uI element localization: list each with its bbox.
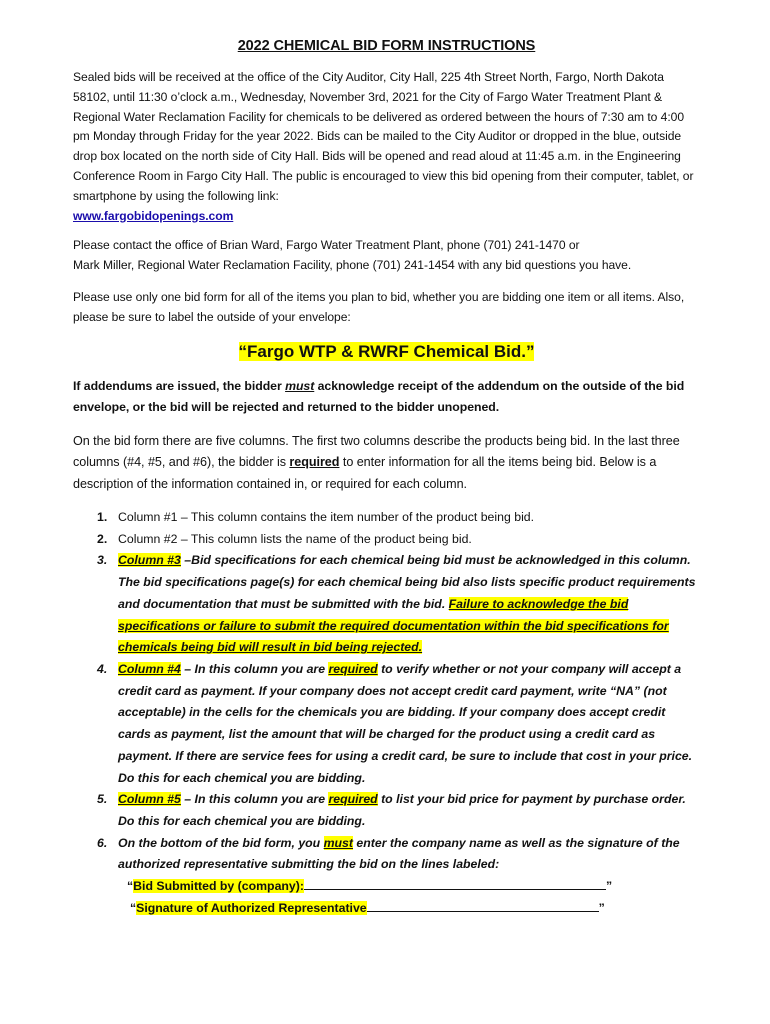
- list-text-1: Column #1 – This column contains the item number of the product being bid.: [118, 510, 535, 525]
- sig1-close-quote: ”: [605, 879, 613, 894]
- link-line: [73, 207, 700, 227]
- list-item-5: [73, 789, 700, 832]
- envelope-label-quote-close: .”: [521, 341, 535, 361]
- list-text-6-post: enter the company name as well as the signature of the authorized representative submitting the bid on the lines labeled:: [118, 835, 680, 872]
- intro-text: Sealed bids will be received at the office of the City Auditor, City Hall, 225 4th Street North, Fargo, North Dakota 58102, until 11:30 o’clock a.m., Wednesday, November 3rd, 2021 for the City of Fargo Water Treatment Plant & Regional Water Reclamation Facility for chemicals to be delivered as ordered between the hours of 7:30 am to 4:00 pm Monday through Friday for the year 2022. Bids can be mailed to the City Auditor or dropped in the blue, outside drop box located on the north side of City Hall. Bids will be opened and read aloud at 11:45 a.m. in the Engineering Conference Room in Fargo City Hall. The public is encouraged to view this bid opening from their computer, tablet, or smartphone by using the following link:: [73, 70, 694, 203]
- contact-line-1: Please contact the office of Brian Ward, Fargo Water Treatment Plant, phone (701) 241-1470 or: [73, 238, 580, 253]
- list-item-4: [73, 659, 700, 789]
- company-blank-line: [304, 877, 606, 890]
- bid-submitted-line: [73, 876, 700, 898]
- list-number-6: 6.: [97, 835, 108, 850]
- column-3-label: Column #3: [118, 553, 181, 568]
- column-list: [73, 507, 700, 876]
- list-text-2: Column #2 – This column lists the name of the product being bid.: [118, 531, 472, 546]
- list-number-4: 4.: [97, 661, 108, 676]
- list-number-3: 3.: [97, 553, 108, 568]
- list-text-4-post: to verify whether or not your company will accept a credit card as payment. If your company does not accept credit card payment, write “NA” (not acceptable) in the cells for the chemicals you are bidding. If your company does accept credit cards as payment, list the amount that will be charged for the product using a credit card as payment. If there are service fees for using a credit card, be sure to include that cost in your price. Do this for each chemical you are bidding.: [118, 661, 693, 785]
- columns-post: to enter information for all the items being bid. Below is a description of the information contained in, or required for each column.: [73, 455, 657, 491]
- column-5-label: Column #5: [118, 792, 181, 807]
- column-4-label: Column #4: [118, 661, 181, 676]
- addendum-post: acknowledge receipt of the addendum on the outside of the bid envelope, or the bid will be rejected and returned to the bidder unopened.: [73, 378, 685, 415]
- list-item-1: [73, 507, 700, 529]
- bid-openings-link[interactable]: www.fargobidopenings.com: [73, 208, 234, 223]
- column-5-required: required: [328, 792, 378, 807]
- list-text-4-pre: – In this column you are: [180, 661, 329, 676]
- list-number-2: 2.: [97, 531, 108, 546]
- signature-line: [73, 898, 700, 920]
- addendum-must: must: [285, 378, 315, 393]
- list-item-2: [73, 529, 700, 551]
- signature-blank-line: [367, 899, 599, 912]
- columns-required: required: [289, 455, 340, 470]
- rejection-warning: Failure to acknowledge the bid specifications or failure to submit the required documentation within the bid specifications for chemicals being bid will result in bid being rejected.: [118, 596, 669, 655]
- envelope-label-quote-open: “: [238, 341, 248, 361]
- list-number-5: 5.: [97, 792, 108, 807]
- sig2-close-quote: ”: [598, 900, 605, 915]
- sig2-open-quote: “: [130, 900, 137, 915]
- columns-paragraph: [73, 431, 700, 496]
- list-text-5-pre: – In this column you are: [180, 792, 329, 807]
- envelope-label-text: Fargo WTP & RWRF Chemical Bid: [247, 341, 522, 361]
- columns-pre: On the bid form there are five columns. The first two columns describe the products being bid. In the last three columns (#4, #5, and #6), the bidder is: [73, 433, 680, 470]
- column-4-required: required: [328, 661, 378, 676]
- item-6-must: must: [323, 835, 353, 850]
- list-text-3: –Bid specifications for each chemical being bid must be acknowledged in this column. The bid specifications page(s) for each chemical being bid also lists specific product requirements and documentation that must be submitted with the bid.: [118, 553, 696, 611]
- list-item-6: [73, 833, 700, 876]
- one-form-paragraph: Please use only one bid form for all of the items you plan to bid, whether you are bidding one item or all items. Also, please be sure to label the outside of your envelope:: [73, 289, 685, 324]
- addendum-paragraph: [73, 376, 700, 419]
- list-text-6-pre: On the bottom of the bid form, you: [118, 835, 324, 850]
- envelope-label: [73, 342, 700, 362]
- sig1-open-quote: “: [127, 879, 134, 894]
- addendum-pre: If addendums are issued, the bidder: [73, 378, 286, 393]
- signature-label: Signature of Authorized Representative: [136, 900, 367, 915]
- bid-submitted-label: Bid Submitted by (company):: [133, 879, 304, 894]
- document-title: 2022 CHEMICAL BID FORM INSTRUCTIONS: [237, 38, 536, 54]
- intro-paragraph: [73, 68, 700, 207]
- list-number-1: 1.: [97, 510, 108, 525]
- contact-line-2: Mark Miller, Regional Water Reclamation Facility, phone (701) 241-1454 with any bid questions you have.: [73, 258, 632, 273]
- list-text-5-post: to list your bid price for payment by purchase order. Do this for each chemical you are bidding.: [118, 792, 686, 828]
- list-item-3: [73, 550, 700, 659]
